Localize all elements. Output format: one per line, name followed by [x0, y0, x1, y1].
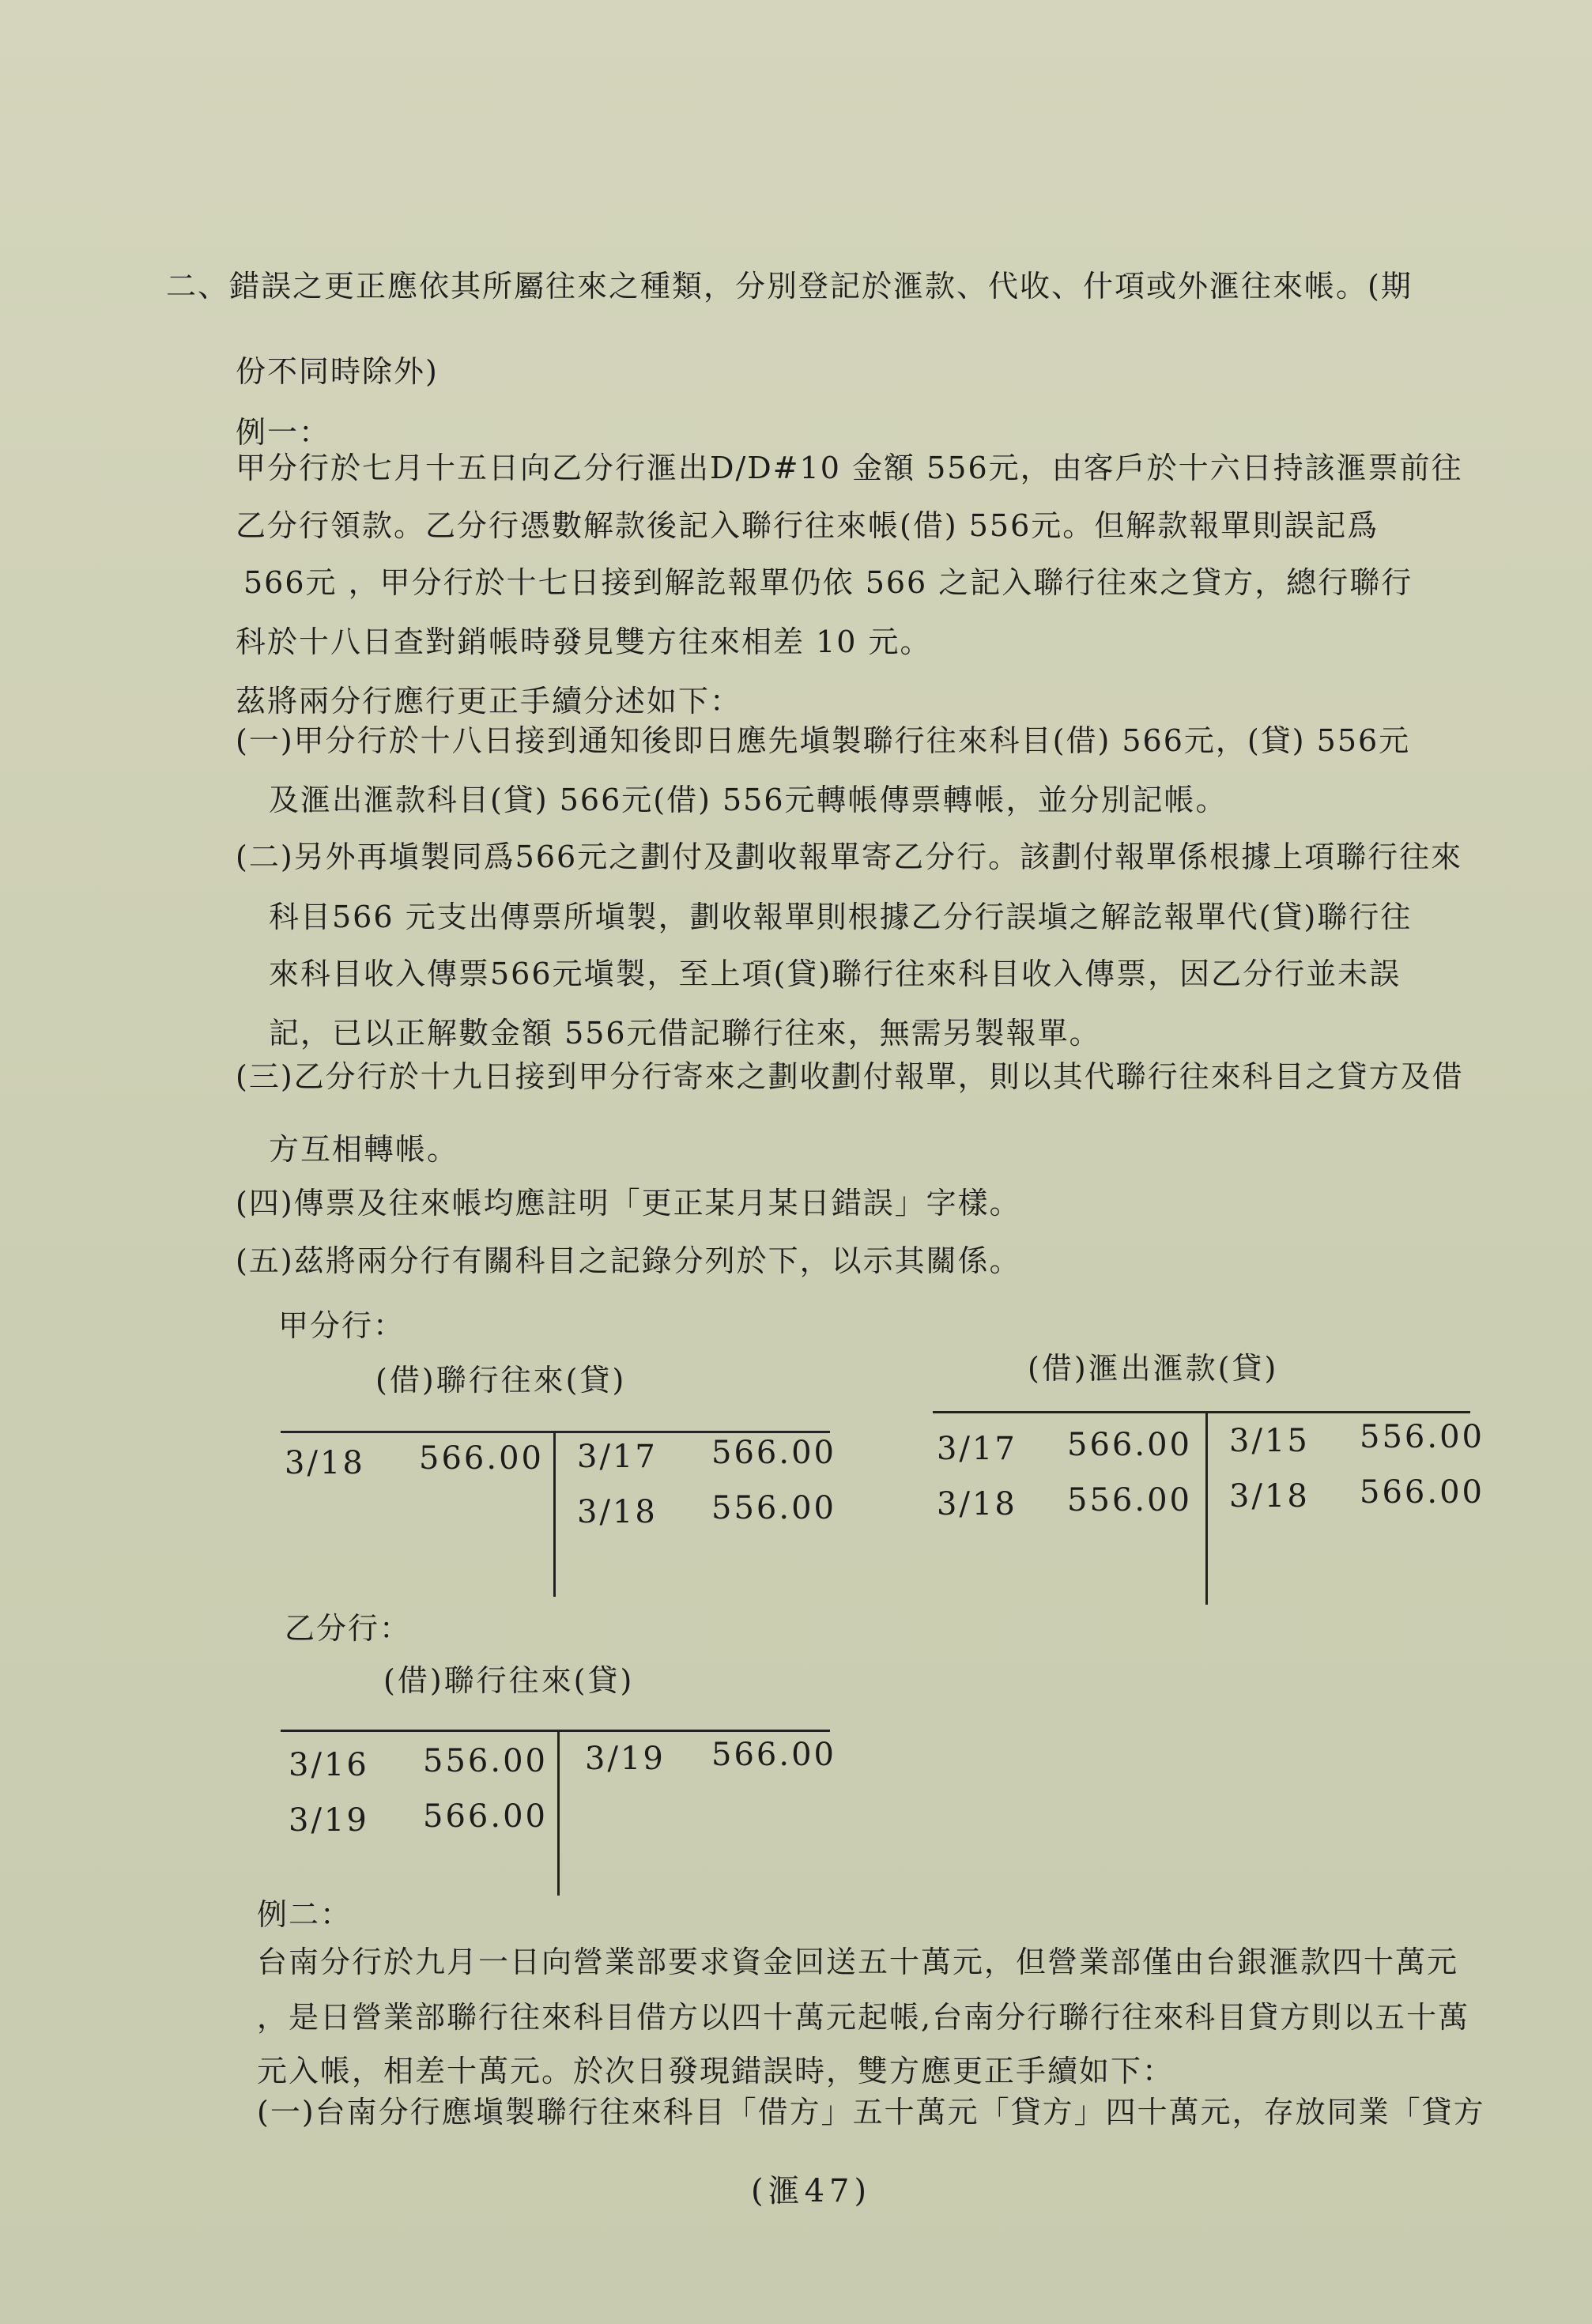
example1-paragraph-line: 乙分行領款。乙分行憑數解款後記入聯行往來帳(借) 556元。但解款報單則誤記爲 [236, 508, 1379, 543]
ledger-amount: 566.00 [711, 1435, 836, 1471]
branch-b-label: 乙分行： [285, 1611, 412, 1646]
example2-paragraph-line: ，是日營業部聯行往來科目借方以四十萬元起帳,台南分行聯行往來科目貸方則以五十萬 [257, 2000, 1470, 2035]
list-item-3: (三)乙分行於十九日接到甲分行寄來之劃收劃付報單，則以其代聯行往來科目之貸方及借 [236, 1059, 1464, 1094]
ledger-date: 3/18 [937, 1486, 1017, 1522]
list-item-2-cont: 來科目收入傳票566元塡製，至上項(貸)聯行往來科目收入傳票，因乙分行並未誤 [269, 956, 1401, 991]
ledger-amount: 566.00 [423, 1798, 548, 1835]
ledger-rule [281, 1730, 830, 1732]
ledger-amount: 556.00 [423, 1743, 548, 1779]
section-heading-line-1: 二、錯誤之更正應依其所屬往來之種類，分別登記於滙款、代收、什項或外滙往來帳。(期 [166, 269, 1413, 304]
branch-a-label: 甲分行： [278, 1308, 406, 1343]
ledger-date: 3/18 [1229, 1478, 1310, 1515]
ledger-date: 3/18 [285, 1445, 365, 1481]
ledger-date: 3/18 [577, 1494, 658, 1530]
list-item-3-cont: 方互相轉帳。 [269, 1132, 459, 1167]
example1-paragraph-line: 甲分行於七月十五日向乙分行滙出D/D#10 金額 556元，由客戶於十六日持該滙票前往 [236, 451, 1463, 485]
example2-paragraph-line: 台南分行於九月一日向營業部要求資金回送五十萬元，但營業部僅由台銀滙款四十萬元 [257, 1945, 1459, 1979]
list-item-1: (一)甲分行於十八日接到通知後即日應先塡製聯行往來科目(借) 566元，(貸) 556元 [236, 723, 1411, 758]
ledger-a-interbranch [281, 1344, 834, 1605]
ledger-title: (借)聯行往來(貸) [383, 1663, 635, 1698]
list-item-2: (二)另外再塡製同爲566元之劃付及劃收報單寄乙分行。該劃付報單係根據上項聯行往來 [236, 839, 1463, 874]
example2-label: 例二： [257, 1897, 353, 1932]
ledger-amount: 566.00 [1360, 1474, 1484, 1511]
ledger-title: (借)滙出滙款(貸) [1028, 1351, 1279, 1386]
ledger-a-remittance [933, 1336, 1484, 1613]
list-item-2-cont: 記，已以正解數金額 556元借記聯行往來，無需另製報單。 [269, 1016, 1101, 1051]
example2-list-item-1: (一)台南分行應塡製聯行往來科目「借方」五十萬元「貸方」四十萬元，存放同業「貸方 [257, 2095, 1485, 2130]
ledger-amount: 556.00 [711, 1490, 836, 1526]
list-item-5: (五)茲將兩分行有關科目之記錄分列於下，以示其關係。 [236, 1243, 1021, 1278]
ledger-amount: 566.00 [1067, 1427, 1192, 1463]
ledger-title: (借)聯行往來(貸) [375, 1363, 627, 1398]
ledger-date: 3/19 [585, 1741, 666, 1777]
ledger-date: 3/16 [289, 1747, 369, 1783]
example2-paragraph-line: 元入帳，相差十萬元。於次日發現錯誤時，雙方應更正手續如下： [257, 2054, 1175, 2088]
page-number: (滙47) [751, 2173, 872, 2209]
example1-intro: 茲將兩分行應行更正手續分述如下： [236, 684, 742, 719]
ledger-divider [553, 1431, 556, 1597]
ledger-amount: 566.00 [419, 1440, 544, 1477]
ledger-amount: 556.00 [1067, 1482, 1192, 1519]
list-item-1-cont: 及滙出滙款科目(貸) 566元(借) 556元轉帳傳票轉帳，並分別記帳。 [269, 783, 1228, 817]
list-item-4: (四)傳票及往來帳均應註明「更正某月某日錯誤」字樣。 [236, 1186, 1021, 1220]
ledger-amount: 566.00 [711, 1737, 836, 1773]
example1-label: 例一： [236, 415, 331, 450]
list-item-2-cont: 科目566 元支出傳票所塡製，劃收報單則根據乙分行誤塡之解訖報單代(貸)聯行往 [269, 900, 1413, 934]
ledger-date: 3/15 [1229, 1423, 1310, 1459]
example1-paragraph-line: 566元 ，甲分行於十七日接到解訖報單仍依 566 之記入聯行往來之貸方，總行聯行 [243, 565, 1413, 600]
ledger-date: 3/17 [577, 1439, 658, 1475]
ledger-rule [933, 1411, 1470, 1413]
ledger-divider [1205, 1411, 1208, 1605]
ledger-date: 3/17 [937, 1431, 1017, 1467]
section-heading-line-2: 份不同時除外) [236, 354, 439, 389]
ledger-b-interbranch [281, 1644, 834, 1905]
ledger-amount: 556.00 [1360, 1419, 1484, 1455]
example1-paragraph-line: 科於十八日查對銷帳時發見雙方往來相差 10 元。 [236, 624, 932, 659]
ledger-divider [557, 1730, 560, 1896]
ledger-date: 3/19 [289, 1802, 369, 1839]
